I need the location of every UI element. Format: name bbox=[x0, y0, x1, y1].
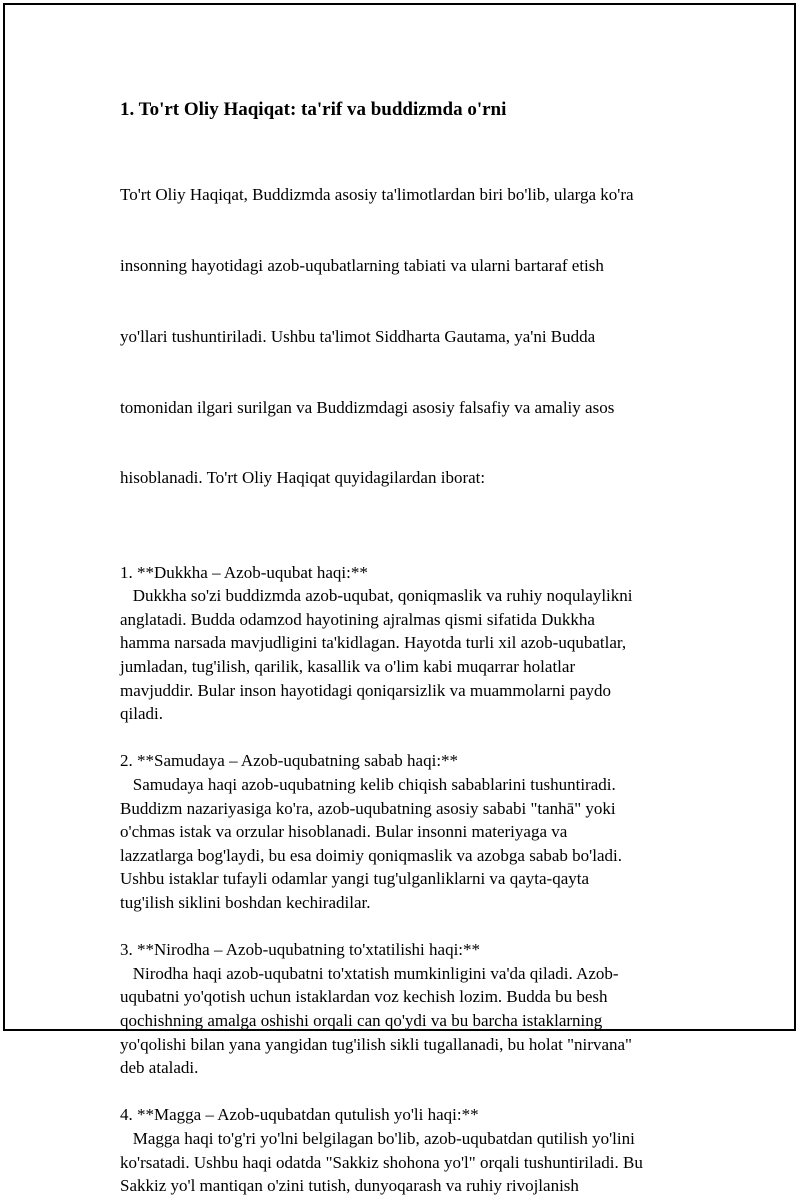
section-heading: 2. **Samudaya – Azob-uqubatning sabab haqi:** bbox=[120, 751, 459, 771]
section-heading: 4. **Magga – Azob-uqubatdan qutulish yo'li haqi:** bbox=[120, 1105, 479, 1125]
section-line: hamma narsada mavjudligini ta'kidlagan. Hayotda turli xil azob-uqubatlar, bbox=[120, 633, 627, 653]
section-magga bbox=[120, 1103, 700, 1197]
section-line: qochishning amalga oshishi orqali can qo'ydi va bu barcha istaklarning bbox=[120, 1010, 603, 1030]
section-dukkha bbox=[120, 561, 700, 726]
section-line: Samudaya haqi azob-uqubatning kelib chiqish sabablarini tushuntiradi. bbox=[120, 775, 616, 795]
intro-line: hisoblanadi. To'rt Oliy Haqiqat quyidagilardan iborat: bbox=[120, 468, 486, 488]
section-heading: 3. **Nirodha – Azob-uqubatning to'xtatilishi haqi:** bbox=[120, 940, 481, 960]
section-line: lazzatlarga bog'laydi, bu esa doimiy qoniqmaslik va azobga sabab bo'ladi. bbox=[120, 845, 622, 865]
intro-paragraph bbox=[120, 136, 700, 537]
section-line: Buddizm nazariyasiga ko'ra, azob-uqubatning asosiy sababi "tanhā" yoki bbox=[120, 798, 616, 818]
section-line: Magga haqi to'g'ri yo'lni belgilagan bo'lib, azob-uqubatdan qutilish yo'lini bbox=[120, 1128, 635, 1148]
intro-line: To'rt Oliy Haqiqat, Buddizmda asosiy ta'limotlardan biri bo'lib, ularga ko'ra bbox=[120, 185, 634, 205]
section-line: qiladi. bbox=[120, 704, 163, 724]
section-line: Ushbu istaklar tufayli odamlar yangi tug'ulganliklarni va qayta-qayta bbox=[120, 869, 590, 889]
section-heading: 1. **Dukkha – Azob-uqubat haqi:** bbox=[120, 562, 368, 582]
section-line: jumladan, tug'ilish, qarilik, kasallik va o'lim kabi muqarrar holatlar bbox=[120, 657, 576, 677]
section-line: deb ataladi. bbox=[120, 1058, 199, 1078]
section-line: Sakkiz yo'l mantiqan o'zini tutish, dunyoqarash va ruhiy rivojlanish bbox=[120, 1176, 579, 1196]
section-line: Nirodha haqi azob-uqubatni to'xtatish mumkinligini va'da qiladi. Azob- bbox=[120, 963, 619, 983]
intro-line: insonning hayotidagi azob-uqubatlarning tabiati va ularni bartaraf etish bbox=[120, 255, 604, 275]
section-line: Dukkha so'zi buddizmda azob-uqubat, qoniqmaslik va ruhiy noqulaylikni bbox=[120, 586, 633, 606]
section-line: yo'qolishi bilan yana yangidan tug'ilish sikli tugallanadi, bu holat "nirvana" bbox=[120, 1034, 632, 1054]
section-line: mavjuddir. Bular inson hayotidagi qoniqarsizlik va muammolarni paydo bbox=[120, 680, 612, 700]
document-body bbox=[120, 97, 700, 1198]
section-line: tug'ilish siklini boshdan kechiradilar. bbox=[120, 893, 371, 912]
document-title: 1. To'rt Oliy Haqiqat: ta'rif va buddizmda o'rni bbox=[120, 99, 507, 120]
section-line: anglatadi. Budda odamzod hayotining ajralmas qismi sifatida Dukkha bbox=[120, 609, 595, 629]
section-line: uqubatni yo'qotish uchun istaklardan voz kechish lozim. Budda bu besh bbox=[120, 987, 608, 1007]
page-frame bbox=[3, 3, 796, 1196]
section-nirodha bbox=[120, 938, 700, 1080]
section-line: ko'rsatadi. Ushbu haqi odatda "Sakkiz shohona yo'l" orqali tushuntiriladi. Bu bbox=[120, 1152, 643, 1172]
section-line: o'chmas istak va orzular hisoblanadi. Bular insonni materiyaga va bbox=[120, 822, 568, 842]
intro-line: yo'llari tushuntiriladi. Ushbu ta'limot Siddharta Gautama, ya'ni Budda bbox=[120, 326, 596, 346]
intro-line: tomonidan ilgari surilgan va Buddizmdagi asosiy falsafiy va amaliy asos bbox=[120, 397, 615, 417]
section-samudaya bbox=[120, 749, 700, 914]
